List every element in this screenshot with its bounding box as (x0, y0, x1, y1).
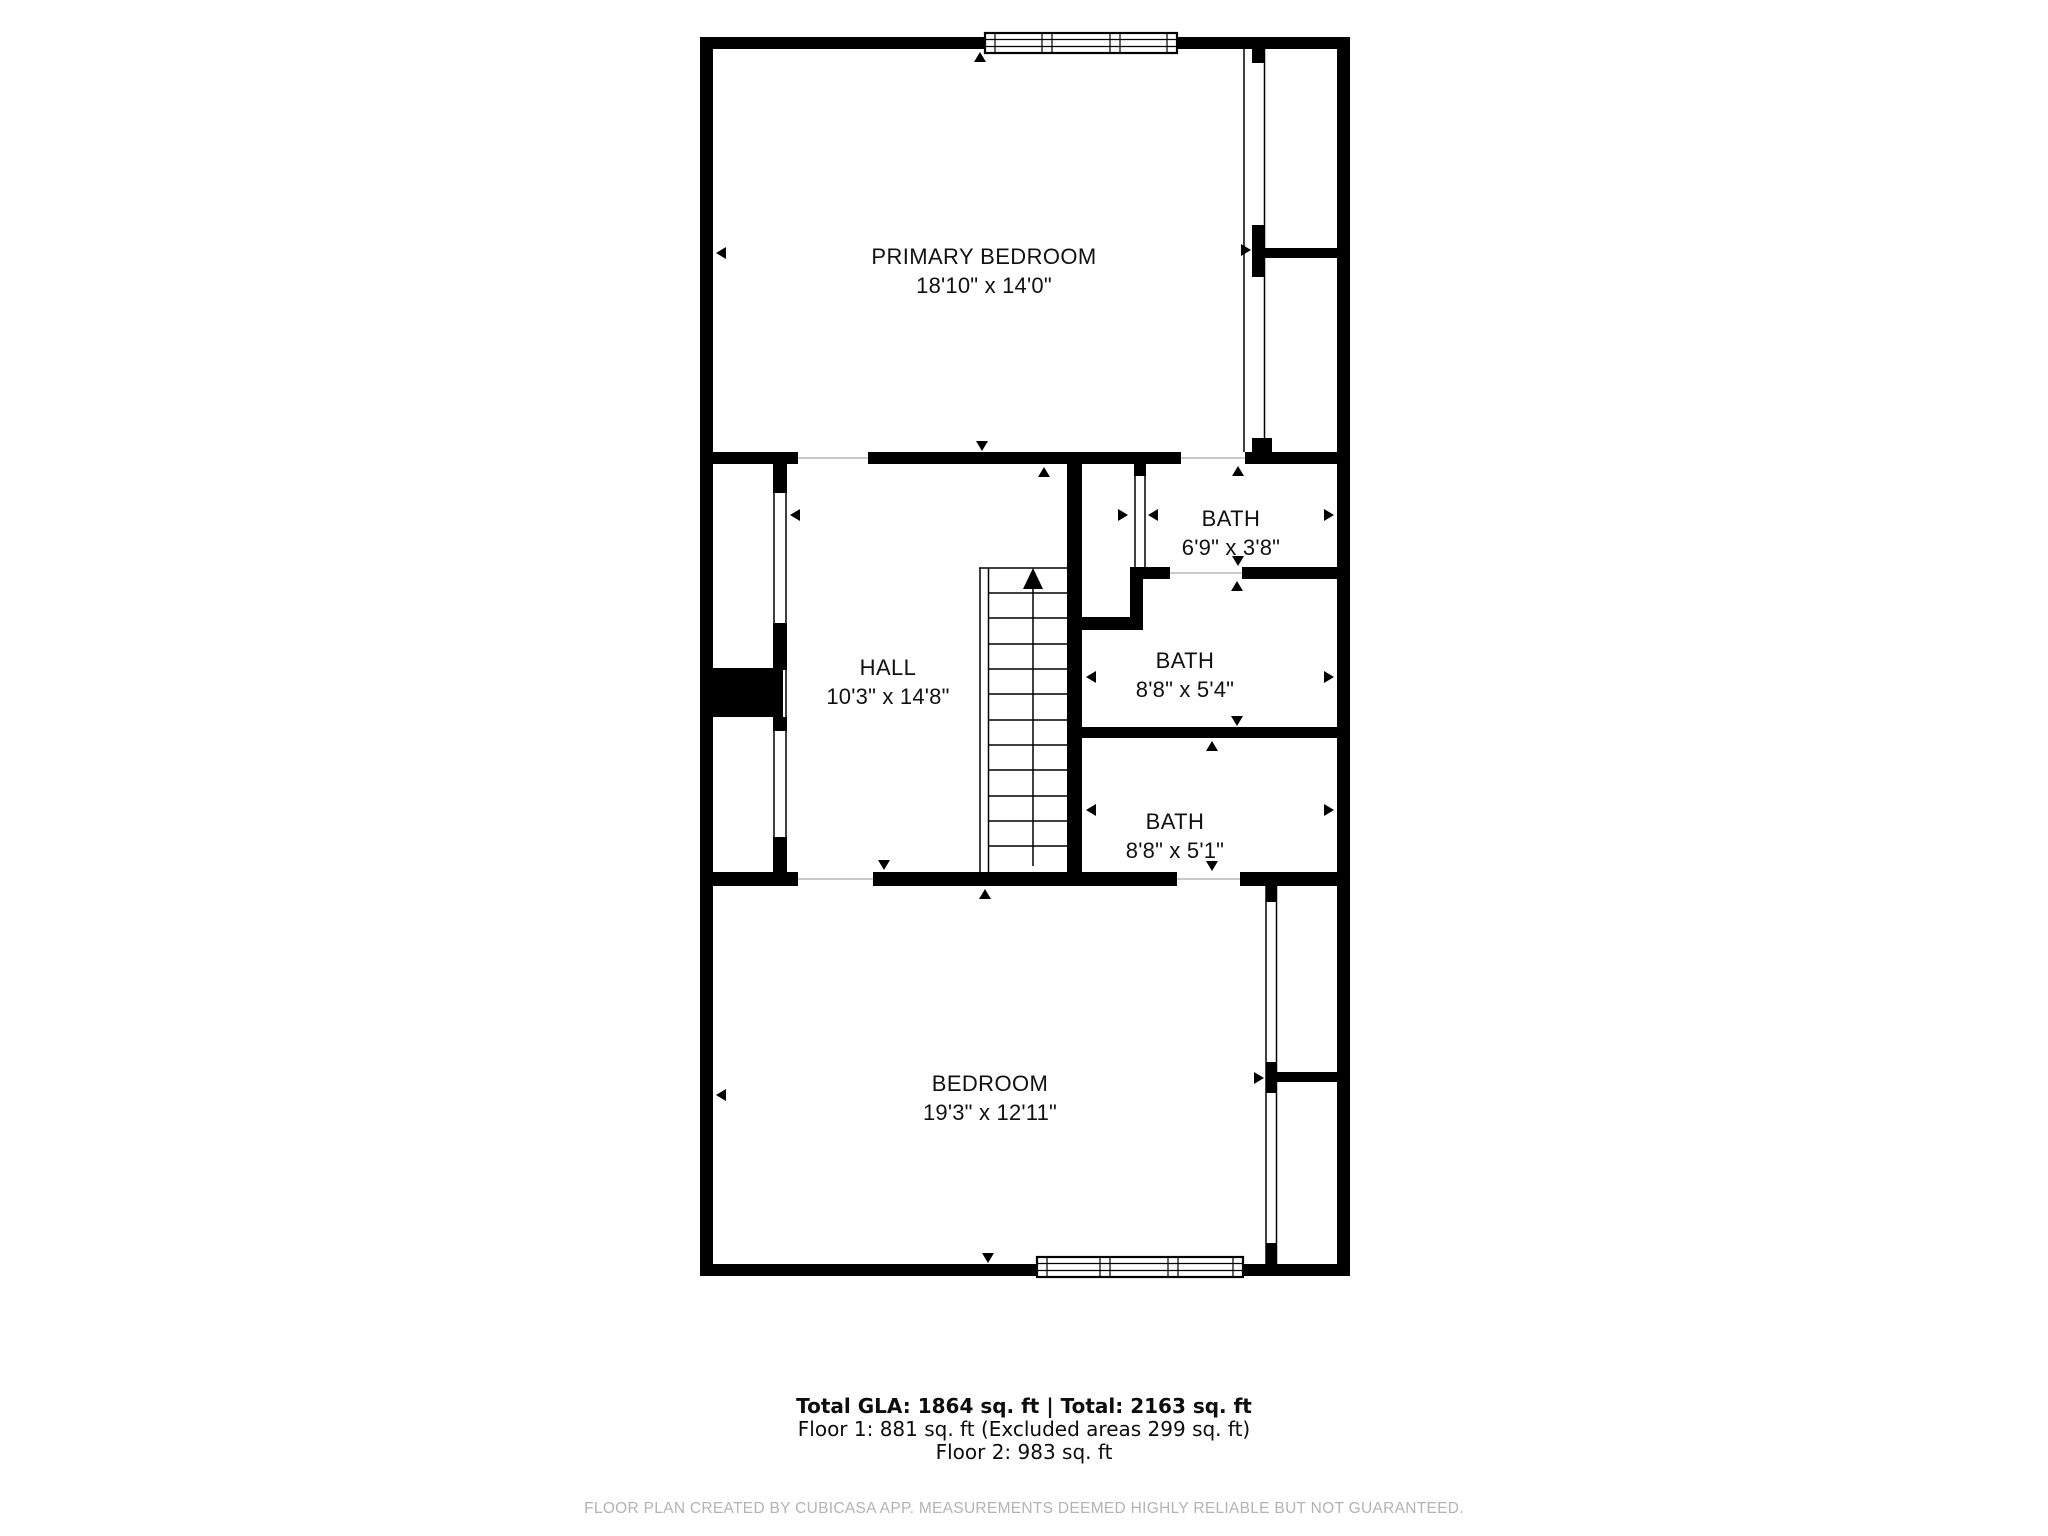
room-name: PRIMARY BEDROOM (871, 244, 1097, 269)
room-name: BATH (1201, 506, 1261, 531)
area-summary (0, 1395, 2048, 1464)
room-label-primary-bedroom (871, 242, 1096, 300)
interior-walls (700, 248, 1337, 1082)
total-gla-line: Total GLA: 1864 sq. ft | Total: 2163 sq. ft (796, 1394, 1252, 1418)
room-label-bedroom (923, 1069, 1057, 1127)
room-label-bath-upper (1182, 504, 1280, 562)
room-dimensions: 8'8" x 5'1" (1125, 838, 1225, 863)
room-dimensions: 18'10" x 14'0" (916, 273, 1052, 298)
room-dimensions: 8'8" x 5'4" (1135, 677, 1235, 702)
chimney-block (700, 668, 783, 717)
room-label-bath-middle (1136, 646, 1234, 704)
closet-door-track-lower-right (1266, 886, 1277, 1264)
window-bottom (1037, 1257, 1243, 1277)
room-name: BEDROOM (931, 1071, 1049, 1096)
floor1-area-line: Floor 1: 881 sq. ft (Excluded areas 299 sq. ft) (797, 1417, 1251, 1441)
room-name: BATH (1155, 648, 1215, 673)
room-dimensions: 6'9" x 3'8" (1181, 535, 1281, 560)
room-name: BATH (1145, 809, 1205, 834)
room-dimensions: 19'3" x 12'11" (922, 1100, 1058, 1125)
room-dimensions: 10'3" x 14'8" (826, 684, 950, 709)
pocket-door-bath (1134, 464, 1146, 567)
window-top (985, 33, 1177, 53)
room-label-bath-lower (1126, 807, 1224, 865)
staircase (979, 568, 1067, 872)
room-name: HALL (859, 655, 917, 680)
room-label-hall (826, 653, 949, 711)
floor2-area-line: Floor 2: 983 sq. ft (935, 1440, 1113, 1464)
closet-door-track-left (773, 452, 787, 872)
cubicasa-disclaimer: FLOOR PLAN CREATED BY CUBICASA APP. MEASUREMENTS DEEMED HIGHLY RELIABLE BUT NOT GUARANTEED. (584, 1500, 1464, 1517)
